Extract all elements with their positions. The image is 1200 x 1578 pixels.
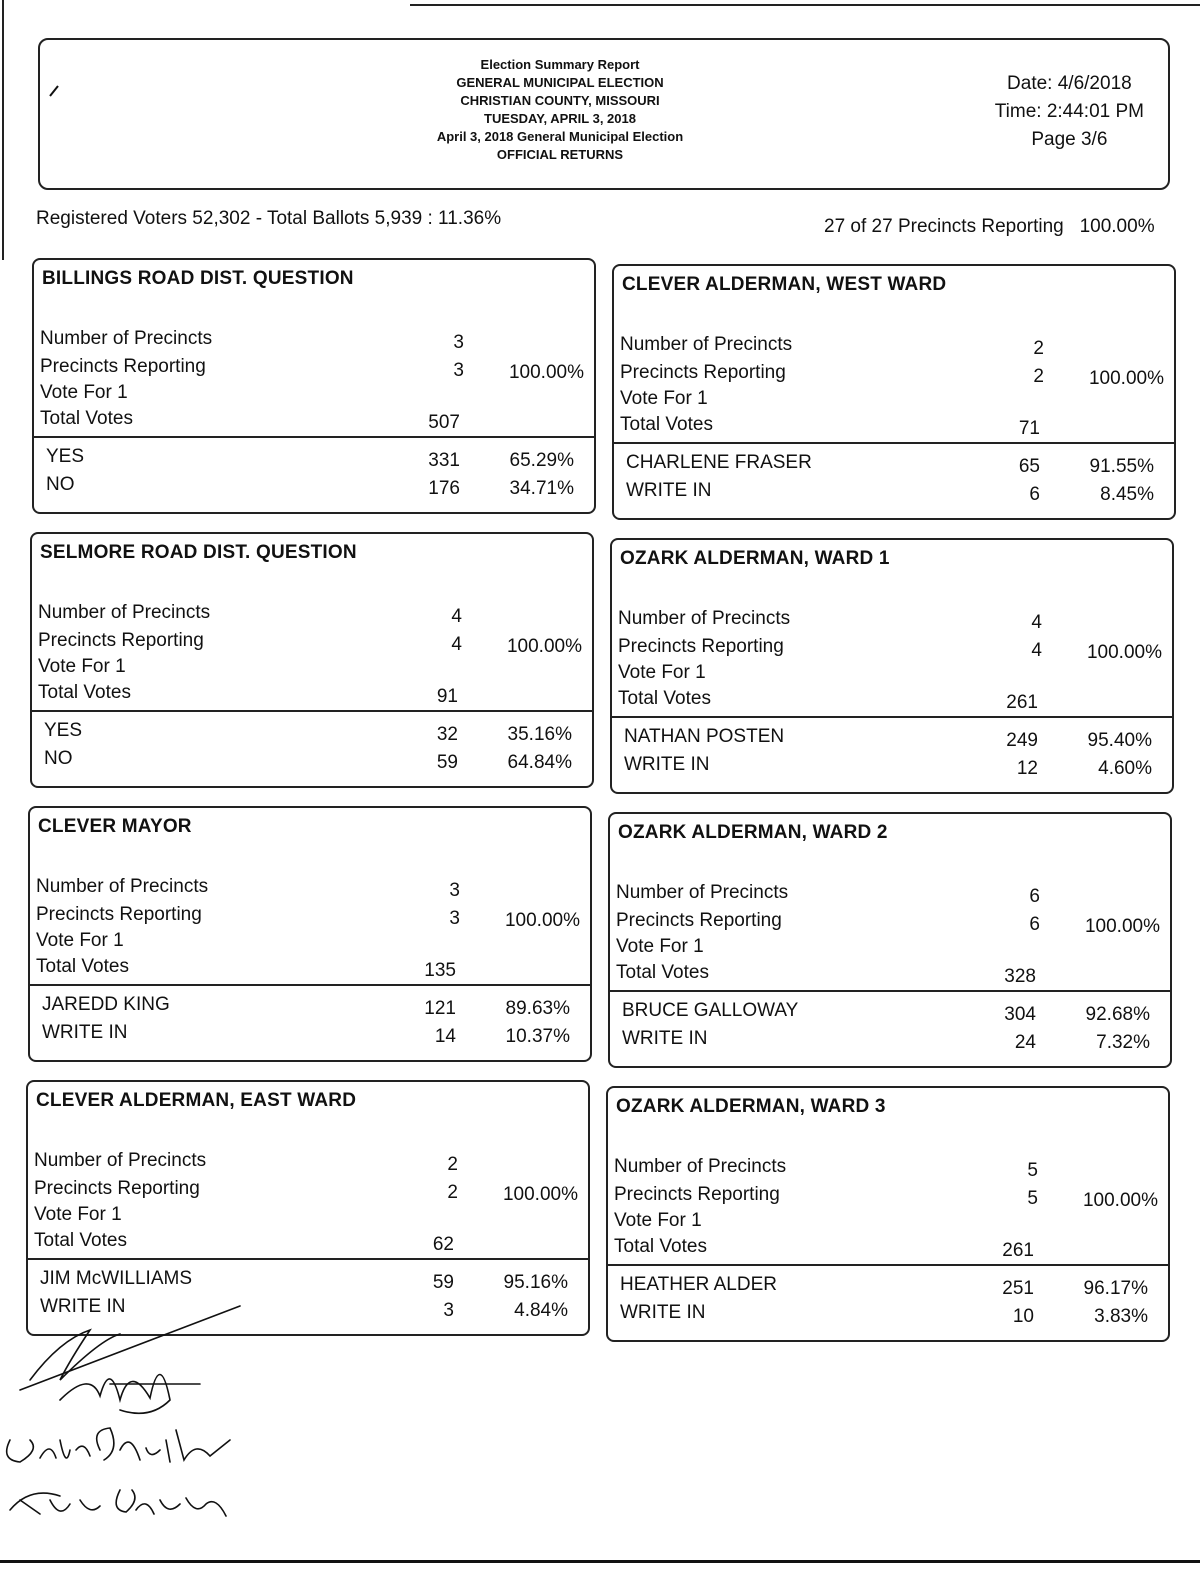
election-name: GENERAL MUNICIPAL ELECTION bbox=[456, 75, 664, 90]
election-date: TUESDAY, APRIL 3, 2018 bbox=[484, 111, 636, 126]
precincts-reporting-label: Precincts Reporting bbox=[36, 904, 202, 925]
candidate-votes: 65 bbox=[1018, 456, 1040, 477]
total-votes-value: 328 bbox=[1004, 966, 1036, 987]
official-returns-label: OFFICIAL RETURNS bbox=[496, 147, 624, 162]
contest-title: OZARK ALDERMAN, WARD 2 bbox=[618, 822, 888, 843]
contest-title: OZARK ALDERMAN, WARD 3 bbox=[616, 1096, 886, 1117]
candidate-name: JAREDD KING bbox=[42, 994, 170, 1015]
contest-title: OZARK ALDERMAN, WARD 1 bbox=[620, 548, 890, 569]
candidate-percent: 10.37% bbox=[505, 1026, 570, 1047]
candidate-name: WRITE IN bbox=[624, 754, 710, 775]
number-of-precincts-label: Number of Precincts bbox=[616, 882, 789, 903]
number-of-precincts-label: Number of Precincts bbox=[34, 1150, 207, 1171]
total-votes-value: 507 bbox=[428, 412, 460, 433]
number-of-precincts-value: 5 bbox=[1027, 1160, 1038, 1181]
total-votes-label: Total Votes bbox=[614, 1236, 707, 1257]
total-votes-value: 135 bbox=[424, 960, 456, 981]
candidate-votes: 304 bbox=[1004, 1004, 1036, 1025]
number-of-precincts-value: 3 bbox=[449, 880, 460, 901]
vote-for-label: Vote For 1 bbox=[620, 388, 708, 409]
results-divider bbox=[614, 442, 1174, 444]
results-divider bbox=[612, 716, 1172, 718]
precincts-reporting-label: Precincts Reporting bbox=[616, 910, 782, 931]
precincts-reporting-summary: 27 of 27 Precincts Reporting 100.00% bbox=[824, 216, 1155, 237]
vote-for-label: Vote For 1 bbox=[36, 930, 124, 951]
precincts-reporting-value: 2 bbox=[447, 1182, 458, 1203]
contest-title: SELMORE ROAD DIST. QUESTION bbox=[40, 542, 357, 563]
report-header bbox=[38, 38, 1170, 190]
precincts-reporting-value: 3 bbox=[449, 908, 460, 929]
candidate-percent: 8.45% bbox=[1100, 484, 1154, 505]
report-title: Election Summary Report bbox=[480, 57, 640, 72]
page-number: Page 3/6 bbox=[1031, 129, 1108, 150]
candidate-name: YES bbox=[46, 446, 85, 467]
candidate-name: YES bbox=[44, 720, 83, 741]
total-votes-value: 261 bbox=[1006, 692, 1038, 713]
total-votes-value: 91 bbox=[436, 686, 458, 707]
precincts-reporting-label: Precincts Reporting bbox=[618, 636, 784, 657]
candidate-votes: 24 bbox=[1014, 1032, 1036, 1053]
candidate-votes: 10 bbox=[1012, 1306, 1034, 1327]
candidate-name: NO bbox=[44, 748, 73, 769]
total-votes-value: 62 bbox=[432, 1234, 454, 1255]
number-of-precincts-value: 6 bbox=[1029, 886, 1040, 907]
number-of-precincts-label: Number of Precincts bbox=[38, 602, 211, 623]
report-time: Time: 2:44:01 PM bbox=[994, 101, 1144, 122]
candidate-percent: 91.55% bbox=[1089, 456, 1154, 477]
number-of-precincts-label: Number of Precincts bbox=[614, 1156, 787, 1177]
signatures bbox=[0, 1300, 260, 1540]
number-of-precincts-label: Number of Precincts bbox=[620, 334, 793, 355]
number-of-precincts-label: Number of Precincts bbox=[618, 608, 791, 629]
contest-panel bbox=[32, 258, 596, 514]
precincts-reporting-percent: 100.00% bbox=[1082, 1190, 1158, 1211]
precincts-reporting-percent: 100.00% bbox=[506, 636, 582, 657]
vote-for-label: Vote For 1 bbox=[618, 662, 706, 683]
total-votes-value: 261 bbox=[1002, 1240, 1034, 1261]
number-of-precincts-value: 2 bbox=[1033, 338, 1044, 359]
precincts-reporting-percent: 100.00% bbox=[1088, 368, 1164, 389]
precincts-reporting-percent: 100.00% bbox=[1086, 642, 1162, 663]
candidate-votes: 6 bbox=[1029, 484, 1040, 505]
contest-panel bbox=[606, 1086, 1170, 1342]
candidate-percent: 4.60% bbox=[1098, 758, 1152, 779]
candidate-votes: 14 bbox=[434, 1026, 456, 1047]
candidate-name: CHARLENE FRASER bbox=[626, 452, 812, 473]
results-divider bbox=[610, 990, 1170, 992]
precincts-reporting-label: Precincts Reporting bbox=[620, 362, 786, 383]
total-votes-label: Total Votes bbox=[618, 688, 711, 709]
precincts-reporting-percent: 100.00% bbox=[508, 362, 584, 383]
candidate-percent: 95.40% bbox=[1087, 730, 1152, 751]
total-votes-label: Total Votes bbox=[36, 956, 129, 977]
results-divider bbox=[32, 710, 592, 712]
candidate-votes: 251 bbox=[1002, 1278, 1034, 1299]
candidate-votes: 3 bbox=[443, 1300, 454, 1321]
results-divider bbox=[28, 1258, 588, 1260]
candidate-percent: 96.17% bbox=[1083, 1278, 1148, 1299]
total-votes-value: 71 bbox=[1018, 418, 1040, 439]
total-votes-label: Total Votes bbox=[34, 1230, 127, 1251]
candidate-percent: 34.71% bbox=[509, 478, 574, 499]
candidate-name: NATHAN POSTEN bbox=[624, 726, 785, 747]
contest-title: CLEVER ALDERMAN, EAST WARD bbox=[36, 1090, 357, 1111]
candidate-percent: 7.32% bbox=[1096, 1032, 1150, 1053]
number-of-precincts-label: Number of Precincts bbox=[40, 328, 213, 349]
vote-for-label: Vote For 1 bbox=[34, 1204, 122, 1225]
candidate-percent: 92.68% bbox=[1085, 1004, 1150, 1025]
candidate-votes: 12 bbox=[1016, 758, 1038, 779]
total-votes-label: Total Votes bbox=[616, 962, 709, 983]
candidate-name: BRUCE GALLOWAY bbox=[622, 1000, 799, 1021]
total-votes-label: Total Votes bbox=[620, 414, 713, 435]
header-meta bbox=[995, 70, 1144, 154]
candidate-name: NO bbox=[46, 474, 75, 495]
number-of-precincts-value: 3 bbox=[453, 332, 464, 353]
contest-title: CLEVER ALDERMAN, WEST WARD bbox=[622, 274, 947, 295]
number-of-precincts-value: 4 bbox=[451, 606, 462, 627]
candidate-name: WRITE IN bbox=[620, 1302, 706, 1323]
total-votes-label: Total Votes bbox=[40, 408, 133, 429]
registered-voters-summary: Registered Voters 52,302 - Total Ballots 5,939 : 11.36% bbox=[36, 208, 502, 229]
contest-panel bbox=[608, 812, 1172, 1068]
candidate-votes: 249 bbox=[1006, 730, 1038, 751]
precincts-reporting-value: 5 bbox=[1027, 1188, 1038, 1209]
county-name: CHRISTIAN COUNTY, MISSOURI bbox=[460, 93, 660, 108]
precincts-reporting-label: Precincts Reporting bbox=[40, 356, 206, 377]
candidate-name: WRITE IN bbox=[626, 480, 712, 501]
candidate-percent: 64.84% bbox=[507, 752, 572, 773]
contest-panel bbox=[612, 264, 1176, 520]
results-divider bbox=[34, 436, 594, 438]
precincts-reporting-label: Precincts Reporting bbox=[614, 1184, 780, 1205]
contest-panel bbox=[30, 532, 594, 788]
candidate-votes: 59 bbox=[436, 752, 458, 773]
candidate-votes: 59 bbox=[432, 1272, 454, 1293]
precincts-reporting-value: 2 bbox=[1033, 366, 1044, 387]
contest-title: CLEVER MAYOR bbox=[38, 816, 192, 837]
precincts-reporting-value: 3 bbox=[453, 360, 464, 381]
vote-for-label: Vote For 1 bbox=[38, 656, 126, 677]
results-divider bbox=[608, 1264, 1168, 1266]
candidate-percent: 4.84% bbox=[514, 1300, 568, 1321]
candidate-percent: 3.83% bbox=[1094, 1306, 1148, 1327]
vote-for-label: Vote For 1 bbox=[614, 1210, 702, 1231]
precincts-reporting-percent: 100.00% bbox=[502, 1184, 578, 1205]
candidate-votes: 121 bbox=[424, 998, 456, 1019]
contest-panel bbox=[26, 1080, 590, 1336]
precincts-reporting-value: 4 bbox=[1031, 640, 1042, 661]
candidate-name: WRITE IN bbox=[622, 1028, 708, 1049]
page-edge-bottom bbox=[0, 1560, 1200, 1563]
pen-mark-icon bbox=[46, 80, 66, 100]
precincts-reporting-value: 6 bbox=[1029, 914, 1040, 935]
candidate-percent: 65.29% bbox=[509, 450, 574, 471]
precincts-reporting-label: Precincts Reporting bbox=[34, 1178, 200, 1199]
candidate-name: WRITE IN bbox=[42, 1022, 128, 1043]
candidate-name: WRITE IN bbox=[40, 1296, 126, 1317]
candidate-percent: 89.63% bbox=[505, 998, 570, 1019]
number-of-precincts-value: 2 bbox=[447, 1154, 458, 1175]
page-edge-top bbox=[410, 4, 1200, 6]
results-divider bbox=[30, 984, 590, 986]
precincts-reporting-value: 4 bbox=[451, 634, 462, 655]
header-title-block bbox=[340, 56, 780, 164]
precincts-reporting-label: Precincts Reporting bbox=[38, 630, 204, 651]
report-date: Date: 4/6/2018 bbox=[1007, 73, 1132, 94]
vote-for-label: Vote For 1 bbox=[616, 936, 704, 957]
contest-panel bbox=[610, 538, 1174, 794]
candidate-percent: 35.16% bbox=[507, 724, 572, 745]
candidate-votes: 32 bbox=[436, 724, 458, 745]
vote-for-label: Vote For 1 bbox=[40, 382, 128, 403]
precincts-reporting-percent: 100.00% bbox=[504, 910, 580, 931]
total-votes-label: Total Votes bbox=[38, 682, 131, 703]
precincts-reporting-percent: 100.00% bbox=[1084, 916, 1160, 937]
contest-title: BILLINGS ROAD DIST. QUESTION bbox=[42, 268, 354, 289]
candidate-name: JIM McWILLIAMS bbox=[40, 1268, 193, 1289]
candidate-votes: 331 bbox=[428, 450, 460, 471]
candidate-votes: 176 bbox=[428, 478, 460, 499]
number-of-precincts-value: 4 bbox=[1031, 612, 1042, 633]
number-of-precincts-label: Number of Precincts bbox=[36, 876, 209, 897]
contest-panel bbox=[28, 806, 592, 1062]
page-edge-left bbox=[2, 0, 4, 260]
election-description: April 3, 2018 General Municipal Election bbox=[436, 129, 684, 144]
candidate-percent: 95.16% bbox=[503, 1272, 568, 1293]
candidate-name: HEATHER ALDER bbox=[620, 1274, 777, 1295]
